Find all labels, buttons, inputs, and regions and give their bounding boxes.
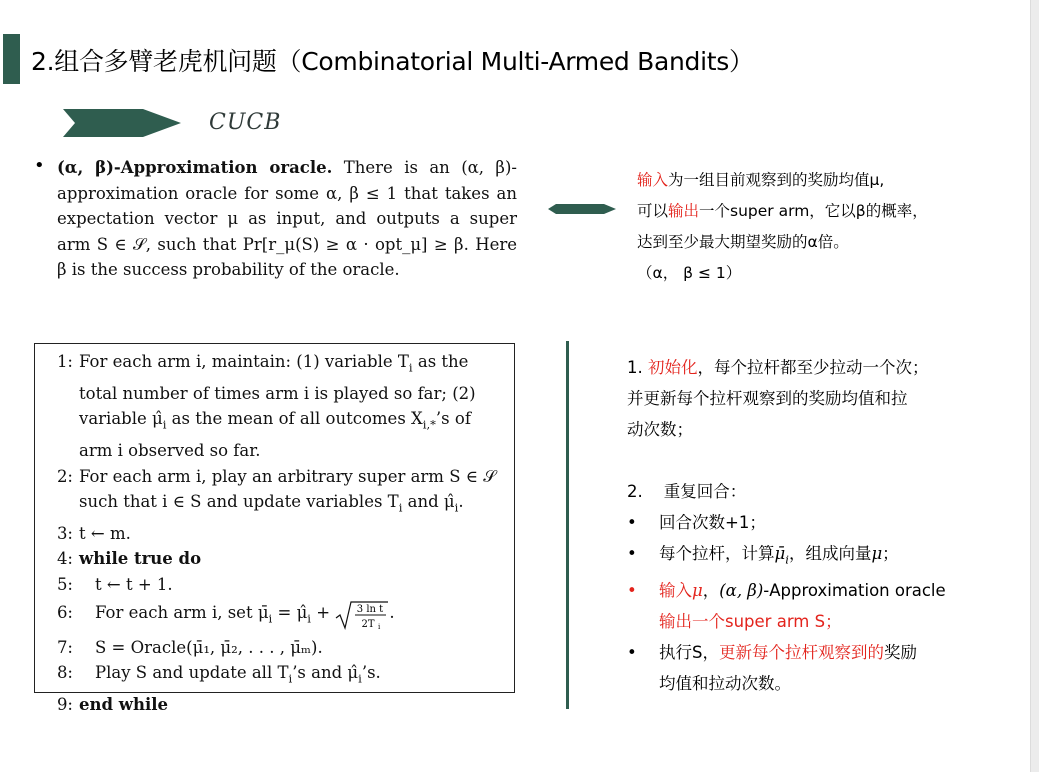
algo-line-3: 3: t ← m.: [56, 523, 131, 543]
algo-line-9: 9: end while: [56, 694, 169, 714]
oracle-heading: (α, β)-Approximation oracle.: [57, 158, 333, 177]
algo-line-8: 8: Play S and update all $T_i’s$ and $\mû_i’s$.: [56, 663, 381, 686]
algo-line-6: 6: For each arm i, set $\mū_i$ = $\mû_i$ + 3 ln t 2T i .: [35, 597, 516, 634]
step-2-bullet-4: • 执行S，更新每个拉杆观察到的奖励: [627, 643, 917, 663]
note-line-3: 达到至少最大期望奖励的α倍。: [637, 233, 849, 251]
algorithm-explanation: [627, 352, 1022, 699]
bullet-dot: •: [34, 155, 45, 176]
oracle-explanation: [637, 165, 1017, 289]
step-1-line-2: 并更新每个拉杆观察到的奖励均值和拉: [627, 389, 908, 408]
fraction-numerator: 3 ln t: [357, 603, 384, 615]
fraction-denominator: 2T: [361, 618, 375, 630]
right-arrow-icon: [548, 203, 618, 215]
algo-line-2b: such that i ∈ S and update variables $T_i$ and $\mû_i$.: [79, 492, 464, 515]
algo-line-7: 7: S = Oracle(μ̄₁, μ̄₂, . . . , μ̄ₘ).: [56, 637, 323, 657]
step-2-bullet-1: • 回合次数+1；: [627, 513, 766, 532]
section-arrow-icon: [63, 108, 183, 138]
algo-line-4: 4: while true do: [56, 549, 202, 569]
vertical-scrollbar[interactable]: [1030, 0, 1039, 772]
fraction-den-sub: i: [378, 622, 381, 630]
algo-line-1c: variable $\mû_i$ as the mean of all outcomes $X_{i,*}’s$ of: [79, 409, 471, 432]
algorithm-box: [34, 343, 515, 714]
section-label: CUCB: [209, 110, 282, 135]
step-2-bullet-3: • 输入μ，(α, β)-Approximation oracle: [627, 581, 946, 601]
title-accent-bar: [3, 34, 20, 84]
oracle-definition: [57, 155, 517, 283]
step-1: 1. 初始化，每个拉杆都至少拉动一个次；: [627, 358, 929, 377]
note-line-1: 输入为一组目前观察到的奖励均值μ,: [637, 171, 885, 189]
step-2-bullet-2: • 每个拉杆，计算$\mū_i$，组成向量μ；: [627, 544, 899, 567]
algo-line-1b: total number of times arm i is played so far; (2): [79, 383, 476, 403]
algo-line-1d: arm i observed so far.: [79, 441, 261, 461]
step-2-bullet-4-line-2: 均值和拉动次数。: [659, 674, 791, 694]
note-line-2: 可以输出一个super arm，它以β的概率，: [637, 202, 928, 220]
sqrt-fraction: [335, 598, 389, 630]
vertical-divider: [566, 341, 569, 709]
slide-title: 2.组合多臂老虎机问题（Combinatorial Multi-Armed Bandits）: [31, 47, 754, 76]
algo-line-5: 5: t ← t + 1.: [56, 574, 173, 594]
oracle-body: There is an (α, β)-approximation oracle for some α, β ≤ 1 that takes an expectation vector μ as input, and outputs a super arm S ∈ 𝒮, such that Pr[r_μ(S) ≥ α · opt_μ] ≥ β. Here β is the success probability of the oracle.: [57, 158, 517, 279]
note-line-4: （α， β ≤ 1）: [637, 264, 742, 282]
algo-line-1: 1: For each arm i, maintain: (1) variable $T_i$ as the: [56, 352, 469, 375]
step-2-bullet-3-line-2: 输出一个super arm S；: [659, 612, 842, 632]
algo-line-2: 2: For each arm i, play an arbitrary super arm S ∈ 𝒮: [56, 466, 496, 486]
step-1-line-3: 动次数；: [627, 420, 693, 439]
step-2: 2. 重复回合：: [627, 482, 747, 501]
